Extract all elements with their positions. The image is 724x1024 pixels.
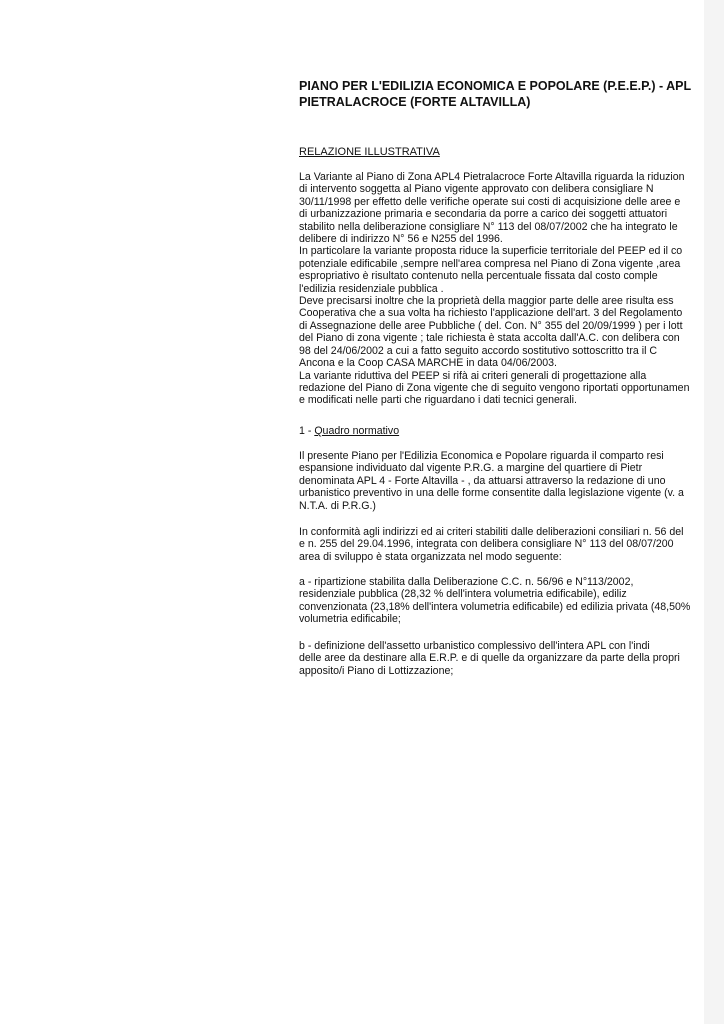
text-line: Cooperativa che a sua volta ha richiesto l'applicazione dell'art. 3 del Regolamento — [299, 307, 683, 320]
text-line: espansione individuato dal vigente P.R.G. a margine del quartiere di Pietr — [299, 462, 643, 475]
text-line: a - ripartizione stabilita dalla Deliberazione C.C. n. 56/96 e N°113/2002, — [299, 576, 634, 588]
text-line: l'edilizia residenziale pubblica . — [299, 282, 444, 295]
list-item-a — [299, 576, 704, 626]
text-line: delibere di indirizzo N° 56 e N255 del 1996. — [299, 233, 503, 246]
text-line: di urbanizzazione primaria e secondaria da porre a carico dei soggetti attuatori — [299, 208, 668, 221]
text-line: Il presente Piano per l'Edilizia Economica e Popolare riguarda il comparto resi — [299, 450, 664, 462]
text-line: Deve precisarsi inoltre che la proprietà della maggior parte delle aree risulta ess — [299, 295, 674, 308]
paragraph-conformita — [299, 526, 704, 563]
section-title: Quadro normativo — [314, 425, 400, 437]
section-1-heading — [299, 425, 704, 437]
section-heading: RELAZIONE ILLUSTRATIVA — [299, 146, 440, 158]
text-line: La Variante al Piano di Zona APL4 Pietralacroce Forte Altavilla riguarda la riduzion — [299, 171, 685, 183]
list-item-b — [299, 640, 704, 677]
document-page — [299, 0, 704, 1024]
paragraph-quadro — [299, 450, 704, 512]
text-line: residenziale pubblica (28,32 % dell'intera volumetria edificabile), ediliz — [299, 588, 627, 601]
text-line: area di sviluppo è stata organizzata nel modo seguente: — [299, 550, 562, 563]
text-line: Ancona e la Coop CASA MARCHE in data 04/06/2003. — [299, 357, 557, 370]
text-line: denominata APL 4 - Forte Altavilla - , da attuarsi attraverso la redazione di uno — [299, 474, 666, 487]
text-line: stabilito nella deliberazione consigliare N° 113 del 08/07/2002 che ha integrato le — [299, 220, 678, 233]
page-gutter — [704, 0, 724, 1024]
text-line: potenziale edificabile ,sempre nell'area compresa nel Piano di Zona vigente ,area — [299, 257, 681, 270]
text-line: In conformità agli indirizzi ed ai criteri stabiliti dalle deliberazioni consiliari n. 56 del — [299, 526, 684, 538]
title-line: PIETRALACROCE (FORTE ALTAVILLA) — [299, 95, 531, 109]
text-line: urbanistico preventivo in una delle forme consentite dalla legislazione vigente (v. a — [299, 487, 684, 500]
text-line: espropriativo è risultato contenuto nella percentuale fissata dal costo comple — [299, 270, 658, 283]
text-line: 30/11/1998 per effetto delle verifiche operate sui costi di acquisizione delle aree e — [299, 195, 681, 208]
text-line: e modificati nelle parti che riguardano i dati tecnici generali. — [299, 394, 577, 407]
text-line: volumetria edificabile; — [299, 613, 401, 626]
text-line: convenzionata (23,18% dell'intera volumetria edificabile) ed edilizia privata (48,50% — [299, 600, 691, 613]
text-line: e n. 255 del 29.04.1996, integrata con delibera consigliare N° 113 del 08/07/200 — [299, 538, 674, 551]
paragraph-intro — [299, 171, 704, 407]
text-line: delle aree da destinare alla E.R.P. e di quelle da organizzare da parte della propri — [299, 652, 680, 665]
document-title — [299, 78, 704, 110]
text-line: b - definizione dell'assetto urbanistico complessivo dell'intera APL con l'indi — [299, 640, 650, 652]
text-line: di intervento soggetta al Piano vigente approvato con delibera consigliare N — [299, 183, 654, 196]
text-line: redazione del Piano di Zona vigente che di seguito vengono riportati opportunamen — [299, 381, 690, 394]
text-line: N.T.A. di P.R.G.) — [299, 499, 376, 512]
text-line: La variante riduttiva del PEEP si rifà ai criteri generali di progettazione alla — [299, 369, 647, 382]
title-line: PIANO PER L'EDILIZIA ECONOMICA E POPOLARE (P.E.E.P.) - APL — [299, 79, 692, 93]
text-line: 98 del 24/06/2002 a cui a fatto seguito accordo sostitutivo sottoscritto tra il C — [299, 344, 658, 357]
text-line: del Piano di zona vigente ; tale richiesta è stata accolta dall'A.C. con delibera con — [299, 332, 680, 345]
section-number: 1 - — [299, 425, 315, 437]
text-line: In particolare la variante proposta riduce la superficie territoriale del PEEP ed il co — [299, 245, 683, 258]
text-line: apposito/i Piano di Lottizzazione; — [299, 664, 454, 677]
text-line: di Assegnazione delle aree Pubbliche ( del. Con. N° 355 del 20/09/1999 ) per i lott — [299, 319, 683, 332]
